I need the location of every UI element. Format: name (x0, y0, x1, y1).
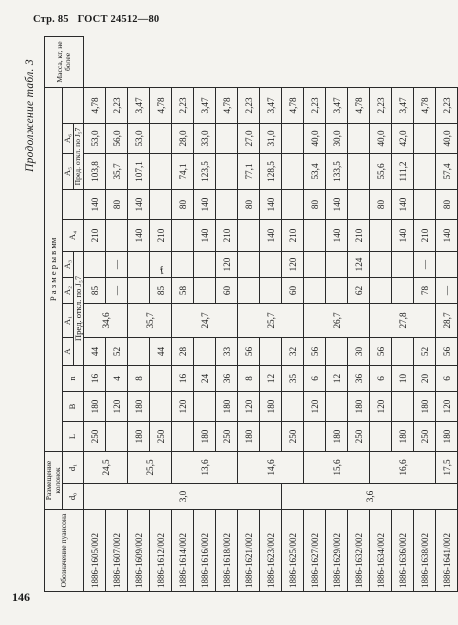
header-page-label: Стр. 85 (33, 14, 69, 25)
table-cell: 140 (326, 219, 348, 251)
table-cell: 4,78 (84, 87, 106, 123)
table-cell: 78 (414, 277, 436, 303)
table-cell: 140 (128, 219, 150, 251)
table-cell: 40,0 (370, 123, 392, 153)
table-cell: 53,0 (84, 123, 106, 153)
dimensions-table (44, 36, 458, 592)
table-cell (392, 391, 414, 421)
table-cell: 180 (84, 391, 106, 421)
table-cell: — (414, 251, 436, 277)
table-cell: 44 (84, 337, 106, 365)
table-cell: 180 (194, 421, 216, 451)
col-A2: A₂ (63, 277, 74, 303)
table-cell: 12 (260, 365, 282, 391)
table-cell: 2,23 (238, 87, 260, 123)
table-cell: 3,6 (282, 484, 458, 510)
table-cell: 180 (260, 391, 282, 421)
table-row (84, 37, 106, 592)
table-cell: 140 (194, 219, 216, 251)
table-cell: 180 (392, 421, 414, 451)
table-cell (414, 153, 436, 189)
table-cell: 16 (84, 365, 106, 391)
table-cell: 80 (238, 189, 260, 219)
table-cell: 6 (436, 365, 458, 391)
table-cell: 15,6 (304, 451, 370, 483)
table-cell: 4,78 (216, 87, 238, 123)
col-group-holes: Размещение колонок (45, 451, 63, 509)
table-cell: 180 (128, 421, 150, 451)
table-cell: 85 (84, 277, 106, 303)
table-cell: 128,5 (260, 153, 282, 189)
col-A4b (63, 189, 84, 219)
table-cell: — (106, 251, 128, 277)
table-cell: — (106, 277, 128, 303)
table-cell (260, 277, 282, 303)
table-cell: 1886-1629/002 (326, 510, 348, 592)
table-cell: 1886-1616/002 (194, 510, 216, 592)
table-cell: 36 (348, 365, 370, 391)
table-cell: 140 (392, 219, 414, 251)
table-cell (348, 153, 370, 189)
table-cell (348, 123, 370, 153)
table-cell: 2,23 (304, 87, 326, 123)
table-cell: 56,0 (106, 123, 128, 153)
table-cell: 10 (392, 365, 414, 391)
table-cell (392, 251, 414, 277)
table-cell (304, 219, 326, 251)
table-cell: 52 (106, 337, 128, 365)
table-cell: 180 (348, 391, 370, 421)
table-cell: 3,47 (128, 87, 150, 123)
table-cell: 120 (238, 391, 260, 421)
col-designation: Обозначение пуансона (45, 510, 84, 592)
table-cell (414, 189, 436, 219)
table-cell: 2,23 (172, 87, 194, 123)
col-group-sizes: Р а з м е р ы в мм (45, 87, 63, 451)
table-cell: 1886-1634/002 (370, 510, 392, 592)
table-cell: 56 (436, 337, 458, 365)
table-cell: 1886-1618/002 (216, 510, 238, 592)
table-cell: 4,78 (348, 87, 370, 123)
table-cell: 1886-1607/002 (106, 510, 128, 592)
table-cell: 3,0 (84, 484, 282, 510)
table-cell: 250 (282, 421, 304, 451)
table-cell: 120 (370, 391, 392, 421)
table-cell: 1886-1636/002 (392, 510, 414, 592)
col-A5: A₅ (63, 153, 74, 189)
table-cell: 1886-1625/002 (282, 510, 304, 592)
table-cell: 28,7 (436, 303, 458, 337)
margin-mark: f (158, 264, 165, 278)
table-cell (84, 251, 106, 277)
table-cell (194, 337, 216, 365)
table-cell: 25,5 (128, 451, 172, 483)
table-cell: 14,6 (238, 451, 304, 483)
table-cell: 107,1 (128, 153, 150, 189)
table-cell (370, 219, 392, 251)
table-cell (238, 219, 260, 251)
table-cell: 85 (150, 277, 172, 303)
tol-1: Пред. откл. по J₅7 (73, 251, 84, 365)
table-cell: 120 (106, 391, 128, 421)
table-cell: 80 (436, 189, 458, 219)
table-cell: 8 (238, 365, 260, 391)
table-cell: 140 (326, 189, 348, 219)
table-cell (304, 421, 326, 451)
table-cell: 60 (216, 277, 238, 303)
table-cell: 2,23 (436, 87, 458, 123)
table-cell (194, 391, 216, 421)
table-cell (216, 189, 238, 219)
table-cell: 77,1 (238, 153, 260, 189)
table-cell: 80 (172, 189, 194, 219)
table-cell: 250 (348, 421, 370, 451)
table-cell (150, 189, 172, 219)
table-cell: 24,7 (172, 303, 238, 337)
table-cell: 40,0 (436, 123, 458, 153)
table-cell: 4,78 (150, 87, 172, 123)
table-cell (326, 277, 348, 303)
col-d1: d₁ (63, 451, 84, 483)
table-cell (150, 391, 172, 421)
table-cell: 30,0 (326, 123, 348, 153)
table-cell: 33,0 (194, 123, 216, 153)
table-cell: 140 (260, 189, 282, 219)
table-cell: 4 (106, 365, 128, 391)
table-cell: 120 (304, 391, 326, 421)
table-cell: 53,0 (128, 123, 150, 153)
table-cell: 210 (150, 219, 172, 251)
table-cell: 250 (150, 421, 172, 451)
table-cell: 74,1 (172, 153, 194, 189)
table-cell (370, 421, 392, 451)
table-cell: 3,47 (194, 87, 216, 123)
table-cell: 2,23 (370, 87, 392, 123)
table-cell (326, 251, 348, 277)
col-A: A (63, 337, 74, 365)
table-cell: 27,8 (370, 303, 436, 337)
table-cell: 140 (392, 189, 414, 219)
table-cell (194, 277, 216, 303)
col-A4: A₄ (63, 219, 84, 251)
table-cell: 123,5 (194, 153, 216, 189)
table-cell: 1886-1612/002 (150, 510, 172, 592)
table-cell: 1886-1627/002 (304, 510, 326, 592)
table-cell: 133,5 (326, 153, 348, 189)
table-cell: 40,0 (304, 123, 326, 153)
table-cell: 140 (260, 219, 282, 251)
table-cell: 30 (348, 337, 370, 365)
table-cell: 1886-1638/002 (414, 510, 436, 592)
table-cell: 120 (436, 391, 458, 421)
table-cell: 120 (172, 391, 194, 421)
table-cell: 140 (84, 189, 106, 219)
table-cell (106, 421, 128, 451)
table-cell (106, 219, 128, 251)
table-cell: 1886-1609/002 (128, 510, 150, 592)
table-cell (282, 153, 304, 189)
table-cell: 180 (238, 421, 260, 451)
page-number: 146 (12, 590, 30, 604)
table-cell (304, 251, 326, 277)
table-cell: 34,6 (84, 303, 128, 337)
table-cell (128, 251, 150, 277)
table-cell: 6 (370, 365, 392, 391)
table-cell: 24 (194, 365, 216, 391)
table-cell: 53,4 (304, 153, 326, 189)
table-cell (392, 337, 414, 365)
table-cell: 56 (238, 337, 260, 365)
table-cell (414, 123, 436, 153)
table-cell: 180 (326, 421, 348, 451)
table-cell: 31,0 (260, 123, 282, 153)
table-cell: 2,23 (106, 87, 128, 123)
table-cell: 35,7 (128, 303, 172, 337)
table-cell: 60 (282, 277, 304, 303)
table-cell: 13,6 (172, 451, 238, 483)
table-cell (150, 153, 172, 189)
table-cell: 210 (282, 219, 304, 251)
table-cell (172, 251, 194, 277)
table-cell: 1886-1621/002 (238, 510, 260, 592)
table-cell: 103,8 (84, 153, 106, 189)
table-cell: 25,7 (238, 303, 304, 337)
table-cell (172, 219, 194, 251)
table-cell: 250 (216, 421, 238, 451)
table-cell (348, 189, 370, 219)
table-cell (260, 337, 282, 365)
table-cell: 52 (414, 337, 436, 365)
table-cell: 80 (370, 189, 392, 219)
table-cell: 55,6 (370, 153, 392, 189)
col-A3: A₃ (63, 251, 74, 277)
table-cell (238, 277, 260, 303)
table-cell: 180 (128, 391, 150, 421)
col-A6: A₆ (63, 123, 74, 153)
header-standard: ГОСТ 24512—80 (77, 14, 160, 25)
rotated-table-area (22, 36, 452, 592)
table-cell (370, 277, 392, 303)
col-L: L (63, 421, 84, 451)
table-cell (304, 277, 326, 303)
table-cell: 180 (216, 391, 238, 421)
table-cell: 12 (326, 365, 348, 391)
table-cell: 1886-1641/002 (436, 510, 458, 592)
table-cell: 1886-1632/002 (348, 510, 370, 592)
table-cell: 16 (172, 365, 194, 391)
table-cell (172, 421, 194, 451)
continuation-label: Продолжение табл. 3 (24, 59, 36, 172)
table-cell (282, 189, 304, 219)
table-cell: 58 (172, 277, 194, 303)
table-cell: 57,4 (436, 153, 458, 189)
col-d0: d₀ (63, 484, 84, 510)
table-cell (370, 251, 392, 277)
table-cell: 16,6 (370, 451, 436, 483)
table-cell: 1886-1614/002 (172, 510, 194, 592)
table-cell: 120 (282, 251, 304, 277)
table-cell (150, 123, 172, 153)
table-cell: 124 (348, 251, 370, 277)
table-cell: 180 (414, 391, 436, 421)
col-A1: A₁ (63, 303, 74, 337)
table-cell: 250 (414, 421, 436, 451)
table-cell: 17,5 (436, 451, 458, 483)
table-cell: 4,78 (414, 87, 436, 123)
table-cell (392, 277, 414, 303)
table-cell: 33 (216, 337, 238, 365)
table-cell: 42,0 (392, 123, 414, 153)
table-cell: 56 (370, 337, 392, 365)
table-cell (436, 251, 458, 277)
table-cell: 140 (436, 219, 458, 251)
table-cell (216, 153, 238, 189)
col-mass: Масса, кг, не более (45, 37, 84, 88)
tol-2: Пред. откл. по J₅7 (73, 123, 84, 189)
table-cell: 120 (216, 251, 238, 277)
table-cell: 24,5 (84, 451, 128, 483)
table-cell: 3,47 (326, 87, 348, 123)
table-cell (128, 277, 150, 303)
table-cell: 1886-1623/002 (260, 510, 282, 592)
table-cell: 32 (282, 337, 304, 365)
col-n: n (63, 365, 84, 391)
table-cell (128, 337, 150, 365)
table-cell: 6 (304, 365, 326, 391)
table-cell: 8 (128, 365, 150, 391)
table-cell: 20 (414, 365, 436, 391)
table-cell (216, 123, 238, 153)
table-cell: 35 (282, 365, 304, 391)
table-cell (150, 251, 172, 277)
table-cell: 140 (128, 189, 150, 219)
table-cell: 62 (348, 277, 370, 303)
table-cell: 26,7 (304, 303, 370, 337)
table-cell (150, 365, 172, 391)
table-cell: 35,7 (106, 153, 128, 189)
table-cell: 80 (106, 189, 128, 219)
table-cell (238, 251, 260, 277)
table-cell: 80 (304, 189, 326, 219)
table-cell: 27,0 (238, 123, 260, 153)
table-cell: 28 (172, 337, 194, 365)
table-cell: 1886-1605/002 (84, 510, 106, 592)
table-cell (194, 251, 216, 277)
table-cell: 56 (304, 337, 326, 365)
table-cell: — (436, 277, 458, 303)
table-cell (326, 337, 348, 365)
table-cell: 3,47 (392, 87, 414, 123)
table-cell: 4,78 (282, 87, 304, 123)
page-header (33, 14, 165, 25)
table-cell (260, 251, 282, 277)
table-cell (260, 421, 282, 451)
table-cell: 28,0 (172, 123, 194, 153)
table-cell: 140 (194, 189, 216, 219)
table-cell: 36 (216, 365, 238, 391)
table-cell (282, 123, 304, 153)
table-cell (326, 391, 348, 421)
table-cell: 180 (436, 421, 458, 451)
table-cell: 210 (84, 219, 106, 251)
table-cell (282, 391, 304, 421)
col-B: B (63, 391, 84, 421)
table-cell: 210 (414, 219, 436, 251)
table-cell: 111,2 (392, 153, 414, 189)
table-cell: 210 (216, 219, 238, 251)
table-cell: 3,47 (260, 87, 282, 123)
table-cell: 250 (84, 421, 106, 451)
table-cell: 44 (150, 337, 172, 365)
table-cell: 210 (348, 219, 370, 251)
